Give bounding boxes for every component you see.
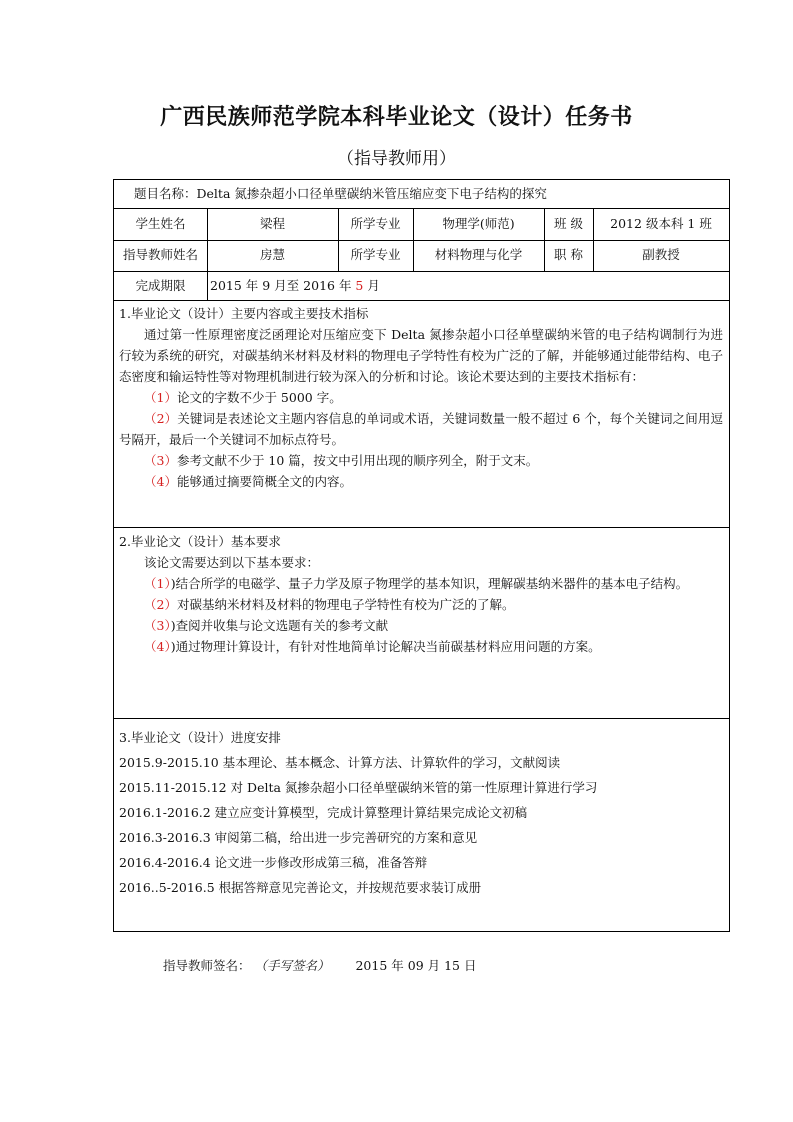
row-divider bbox=[114, 300, 729, 301]
schedule-item: 2016.1-2016.2 建立应变计算模型，完成计算整理计算结果完成论文初稿 bbox=[119, 805, 528, 820]
advisor-name-label: 指导教师姓名 bbox=[122, 247, 198, 262]
task-form-table bbox=[113, 179, 730, 932]
document-subtitle: （指导教师用） bbox=[337, 149, 456, 169]
list-item: （2）对碳基纳米材料及材料的物理电子学特性有校为广泛的了解。 bbox=[144, 597, 515, 612]
signature-placeholder: （手写签名） bbox=[254, 958, 330, 973]
advisor-title-label: 职 称 bbox=[554, 247, 583, 262]
student-name: 梁程 bbox=[259, 216, 285, 231]
student-major: 物理学(师范) bbox=[442, 216, 515, 231]
row-divider bbox=[114, 527, 729, 528]
section-2-heading: 2.毕业论文（设计）基本要求 bbox=[119, 534, 281, 549]
schedule-item: 2016.4-2016.4 论文进一步修改形成第三稿，准备答辩 bbox=[119, 855, 428, 870]
section-3-heading: 3.毕业论文（设计）进度安排 bbox=[119, 730, 281, 745]
deadline-label: 完成期限 bbox=[135, 278, 186, 293]
advisor-major-label: 所学专业 bbox=[350, 247, 401, 262]
section-1-body: 通过第一性原理密度泛函理论对压缩应变下 Delta 氮掺杂超小口径单壁碳纳米管的电子结构调制行为进行较为系统的研究，对碳基纳米材料及材料的物理电子学特性有校为广泛的了解，并能够通过能带结构、电子态密度和输运特性等对物理机制进行较为深入的分析和讨论。该论术要达到的主要技术指标有： bbox=[119, 327, 723, 384]
list-item: （1）论文的字数不少于 5000 字。 bbox=[144, 390, 342, 405]
signature-line bbox=[163, 956, 476, 974]
schedule-item: 2015.11-2015.12 对 Delta 氮掺杂超小口径单壁碳纳米管的第一性原理计算进行学习 bbox=[119, 780, 598, 795]
topic-value: Delta 氮掺杂超小口径单壁碳纳米管压缩应变下电子结构的探究 bbox=[196, 186, 547, 201]
list-item: （3）)查阅并收集与论文选题有关的参考文献 bbox=[144, 618, 389, 633]
section-1-list bbox=[119, 387, 723, 492]
list-item: （2）关键词是表述论文主题内容信息的单词或术语，关键词数量一般不超过 6 个，每个关键词之间用逗号隔开，最后一个关键词不加标点符号。 bbox=[119, 411, 724, 447]
schedule-item: 2016.3-2016.3 审阅第二稿，给出进一步完善研究的方案和意见 bbox=[119, 830, 478, 845]
section-2-intro: 该论文需要达到以下基本要求： bbox=[144, 555, 320, 570]
section-2 bbox=[119, 531, 723, 657]
section-1-heading: 1.毕业论文（设计）主要内容或主要技术指标 bbox=[119, 306, 369, 321]
advisor-major: 材料物理与化学 bbox=[434, 247, 523, 262]
student-name-label: 学生姓名 bbox=[135, 216, 186, 231]
document-title: 广西民族师范学院本科毕业论文（设计）任务书 bbox=[160, 105, 633, 130]
schedule-item: 2015.9-2015.10 基本理论、基本概念、计算方法、计算软件的学习，文献阅读 bbox=[119, 755, 561, 770]
advisor-title: 副教授 bbox=[642, 247, 680, 262]
list-item: （1）)结合所学的电磁学、量子力学及原子物理学的基本知识，理解碳基纳米器件的基本电子结构。 bbox=[144, 576, 689, 591]
section-1 bbox=[119, 303, 723, 492]
topic-row bbox=[134, 184, 547, 204]
list-item: （3）参考文献不少于 10 篇，按文中引用出现的顺序列全，附于文末。 bbox=[144, 453, 539, 468]
list-item: （4）能够通过摘要简概全文的内容。 bbox=[144, 474, 352, 489]
col-divider bbox=[207, 271, 208, 300]
signature-label: 指导教师签名： bbox=[163, 958, 251, 973]
advisor-name: 房慧 bbox=[259, 247, 285, 262]
deadline-value: 2015 年 9 月至 2016 年 5 月 bbox=[210, 278, 380, 293]
list-item: （4）)通过物理计算设计，有针对性地简单讨论解决当前碳基材料应用问题的方案。 bbox=[144, 639, 601, 654]
student-major-label: 所学专业 bbox=[350, 216, 401, 231]
signature-date: 2015 年 09 月 15 日 bbox=[355, 958, 477, 973]
row-divider bbox=[114, 718, 729, 719]
schedule-item: 2016..5-2016.5 根据答辩意见完善论文，并按规范要求装订成册 bbox=[119, 880, 482, 895]
topic-label: 题目名称： bbox=[134, 186, 197, 201]
class-value: 2012 级本科 1 班 bbox=[610, 216, 712, 231]
class-label: 班 级 bbox=[554, 216, 583, 231]
section-3 bbox=[119, 725, 723, 900]
